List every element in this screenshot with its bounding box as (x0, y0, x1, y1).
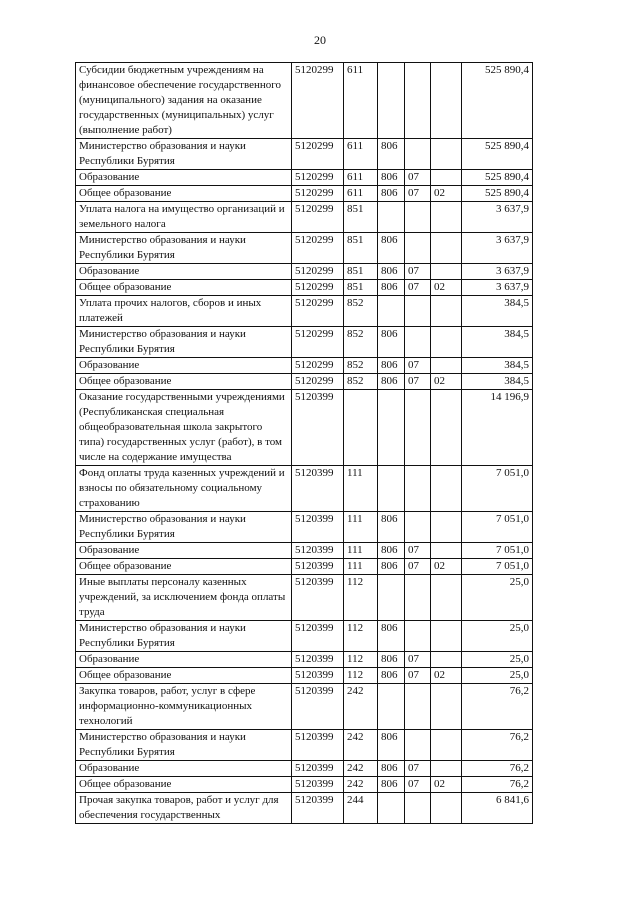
target-article-cell: 5120399 (292, 390, 344, 466)
amount-cell: 14 196,9 (462, 390, 533, 466)
target-article-cell: 5120399 (292, 466, 344, 512)
section-cell (405, 296, 431, 327)
ministry-code-cell: 806 (378, 374, 405, 390)
subsection-cell (431, 621, 462, 652)
subsection-cell (431, 139, 462, 170)
expense-type-cell: 852 (344, 374, 378, 390)
ministry-code-cell (378, 793, 405, 824)
ministry-code-cell: 806 (378, 139, 405, 170)
target-article-cell: 5120299 (292, 233, 344, 264)
expense-type-cell: 244 (344, 793, 378, 824)
subsection-cell (431, 202, 462, 233)
table-row (76, 575, 533, 621)
subsection-cell (431, 170, 462, 186)
amount-cell: 76,2 (462, 777, 533, 793)
table-row (76, 139, 533, 170)
target-article-cell: 5120299 (292, 202, 344, 233)
amount-cell: 7 051,0 (462, 512, 533, 543)
table-row (76, 202, 533, 233)
table-row (76, 761, 533, 777)
target-article-cell: 5120399 (292, 621, 344, 652)
expense-type-cell: 611 (344, 170, 378, 186)
section-cell: 07 (405, 170, 431, 186)
amount-cell: 525 890,4 (462, 139, 533, 170)
amount-cell: 25,0 (462, 575, 533, 621)
target-article-cell: 5120399 (292, 730, 344, 761)
expense-type-cell: 611 (344, 139, 378, 170)
ministry-code-cell: 806 (378, 761, 405, 777)
subsection-cell (431, 793, 462, 824)
table-row (76, 358, 533, 374)
page-number: 20 (314, 33, 326, 47)
expense-name-cell: Образование (76, 170, 292, 186)
subsection-cell (431, 652, 462, 668)
subsection-cell (431, 390, 462, 466)
table-row (76, 296, 533, 327)
table-row (76, 233, 533, 264)
ministry-code-cell (378, 296, 405, 327)
amount-cell: 525 890,4 (462, 63, 533, 139)
ministry-code-cell: 806 (378, 668, 405, 684)
expense-name-cell: Общее образование (76, 186, 292, 202)
subsection-cell (431, 296, 462, 327)
target-article-cell: 5120299 (292, 374, 344, 390)
subsection-cell: 02 (431, 186, 462, 202)
amount-cell: 76,2 (462, 761, 533, 777)
expense-type-cell: 111 (344, 543, 378, 559)
target-article-cell: 5120399 (292, 668, 344, 684)
amount-cell: 7 051,0 (462, 543, 533, 559)
ministry-code-cell (378, 390, 405, 466)
expense-name-cell: Оказание государственными учреждениями (Республиканская специальная общеобразовательная школа закрытого типа) государственных услуг (работ), в том числе на содержание имущества (76, 390, 292, 466)
expense-type-cell: 242 (344, 684, 378, 730)
section-cell: 07 (405, 358, 431, 374)
table-row (76, 777, 533, 793)
target-article-cell: 5120299 (292, 296, 344, 327)
ministry-code-cell: 806 (378, 264, 405, 280)
subsection-cell (431, 233, 462, 264)
amount-cell: 384,5 (462, 358, 533, 374)
amount-cell: 6 841,6 (462, 793, 533, 824)
expense-name-cell: Образование (76, 543, 292, 559)
ministry-code-cell: 806 (378, 559, 405, 575)
target-article-cell: 5120399 (292, 575, 344, 621)
ministry-code-cell (378, 575, 405, 621)
expense-type-cell: 611 (344, 63, 378, 139)
target-article-cell: 5120299 (292, 327, 344, 358)
section-cell (405, 793, 431, 824)
ministry-code-cell (378, 466, 405, 512)
ministry-code-cell: 806 (378, 543, 405, 559)
expense-type-cell: 111 (344, 512, 378, 543)
expense-name-cell: Образование (76, 761, 292, 777)
section-cell (405, 139, 431, 170)
section-cell: 07 (405, 186, 431, 202)
ministry-code-cell: 806 (378, 327, 405, 358)
section-cell (405, 575, 431, 621)
expense-type-cell: 851 (344, 233, 378, 264)
table-row (76, 793, 533, 824)
section-cell (405, 512, 431, 543)
section-cell: 07 (405, 543, 431, 559)
amount-cell: 3 637,9 (462, 264, 533, 280)
expense-name-cell: Общее образование (76, 668, 292, 684)
section-cell: 07 (405, 652, 431, 668)
section-cell: 07 (405, 777, 431, 793)
subsection-cell: 02 (431, 668, 462, 684)
section-cell (405, 327, 431, 358)
table-row (76, 730, 533, 761)
section-cell: 07 (405, 668, 431, 684)
target-article-cell: 5120399 (292, 559, 344, 575)
target-article-cell: 5120399 (292, 543, 344, 559)
expense-type-cell: 852 (344, 358, 378, 374)
expense-type-cell: 852 (344, 327, 378, 358)
expense-type-cell: 851 (344, 202, 378, 233)
section-cell (405, 202, 431, 233)
target-article-cell: 5120399 (292, 793, 344, 824)
expense-type-cell: 851 (344, 264, 378, 280)
expense-type-cell: 242 (344, 761, 378, 777)
section-cell (405, 233, 431, 264)
subsection-cell (431, 358, 462, 374)
target-article-cell: 5120399 (292, 761, 344, 777)
table-row (76, 63, 533, 139)
amount-cell: 384,5 (462, 374, 533, 390)
budget-table (75, 62, 533, 824)
subsection-cell (431, 761, 462, 777)
amount-cell: 76,2 (462, 730, 533, 761)
table-row (76, 652, 533, 668)
budget-table-body (76, 63, 533, 824)
section-cell (405, 390, 431, 466)
table-row (76, 170, 533, 186)
target-article-cell: 5120299 (292, 264, 344, 280)
subsection-cell: 02 (431, 777, 462, 793)
section-cell (405, 63, 431, 139)
ministry-code-cell: 806 (378, 186, 405, 202)
section-cell (405, 730, 431, 761)
table-row (76, 668, 533, 684)
expense-type-cell: 111 (344, 559, 378, 575)
subsection-cell (431, 63, 462, 139)
subsection-cell: 02 (431, 559, 462, 575)
subsection-cell (431, 512, 462, 543)
ministry-code-cell: 806 (378, 512, 405, 543)
subsection-cell (431, 264, 462, 280)
section-cell: 07 (405, 264, 431, 280)
ministry-code-cell: 806 (378, 621, 405, 652)
table-row (76, 327, 533, 358)
amount-cell: 3 637,9 (462, 233, 533, 264)
section-cell: 07 (405, 559, 431, 575)
section-cell: 07 (405, 374, 431, 390)
expense-type-cell: 852 (344, 296, 378, 327)
amount-cell: 7 051,0 (462, 559, 533, 575)
expense-type-cell: 242 (344, 730, 378, 761)
amount-cell: 25,0 (462, 652, 533, 668)
target-article-cell: 5120299 (292, 186, 344, 202)
section-cell (405, 621, 431, 652)
table-row (76, 466, 533, 512)
amount-cell: 3 637,9 (462, 280, 533, 296)
ministry-code-cell (378, 63, 405, 139)
target-article-cell: 5120399 (292, 684, 344, 730)
expense-type-cell: 611 (344, 186, 378, 202)
amount-cell: 384,5 (462, 327, 533, 358)
table-row (76, 543, 533, 559)
subsection-cell (431, 684, 462, 730)
amount-cell: 3 637,9 (462, 202, 533, 233)
expense-type-cell: 112 (344, 575, 378, 621)
target-article-cell: 5120299 (292, 280, 344, 296)
amount-cell: 384,5 (462, 296, 533, 327)
ministry-code-cell (378, 684, 405, 730)
amount-cell: 25,0 (462, 621, 533, 652)
amount-cell: 76,2 (462, 684, 533, 730)
expense-name-cell: Министерство образования и науки Республики Бурятия (76, 327, 292, 358)
expense-name-cell: Общее образование (76, 280, 292, 296)
ministry-code-cell: 806 (378, 777, 405, 793)
table-row (76, 264, 533, 280)
expense-name-cell: Прочая закупка товаров, работ и услуг для обеспечения государственных (76, 793, 292, 824)
section-cell (405, 466, 431, 512)
table-row (76, 512, 533, 543)
expense-type-cell: 851 (344, 280, 378, 296)
subsection-cell (431, 327, 462, 358)
subsection-cell (431, 730, 462, 761)
expense-name-cell: Общее образование (76, 777, 292, 793)
table-row (76, 186, 533, 202)
expense-type-cell: 242 (344, 777, 378, 793)
expense-name-cell: Образование (76, 358, 292, 374)
target-article-cell: 5120299 (292, 139, 344, 170)
amount-cell: 525 890,4 (462, 170, 533, 186)
expense-name-cell: Образование (76, 264, 292, 280)
target-article-cell: 5120399 (292, 652, 344, 668)
target-article-cell: 5120399 (292, 512, 344, 543)
table-row (76, 684, 533, 730)
ministry-code-cell: 806 (378, 170, 405, 186)
expense-name-cell: Субсидии бюджетным учреждениям на финансовое обеспечение государственного (муниципального) задания на оказание государственных (муниципальных) услуг (выполнение работ) (76, 63, 292, 139)
expense-name-cell: Общее образование (76, 559, 292, 575)
ministry-code-cell: 806 (378, 233, 405, 264)
expense-name-cell: Образование (76, 652, 292, 668)
amount-cell: 7 051,0 (462, 466, 533, 512)
section-cell (405, 684, 431, 730)
target-article-cell: 5120299 (292, 170, 344, 186)
table-row (76, 559, 533, 575)
expense-type-cell: 111 (344, 466, 378, 512)
expense-type-cell (344, 390, 378, 466)
expense-name-cell: Министерство образования и науки Республики Бурятия (76, 139, 292, 170)
subsection-cell (431, 575, 462, 621)
table-row (76, 280, 533, 296)
expense-name-cell: Уплата налога на имущество организаций и земельного налога (76, 202, 292, 233)
section-cell: 07 (405, 761, 431, 777)
section-cell: 07 (405, 280, 431, 296)
table-row (76, 390, 533, 466)
expense-name-cell: Закупка товаров, работ, услуг в сфере информационно-коммуникационных технологий (76, 684, 292, 730)
ministry-code-cell: 806 (378, 358, 405, 374)
expense-name-cell: Министерство образования и науки Республики Бурятия (76, 621, 292, 652)
amount-cell: 525 890,4 (462, 186, 533, 202)
ministry-code-cell (378, 202, 405, 233)
expense-name-cell: Фонд оплаты труда казенных учреждений и взносы по обязательному социальному страхованию (76, 466, 292, 512)
target-article-cell: 5120399 (292, 777, 344, 793)
expense-name-cell: Министерство образования и науки Республики Бурятия (76, 730, 292, 761)
table-row (76, 621, 533, 652)
table-row (76, 374, 533, 390)
amount-cell: 25,0 (462, 668, 533, 684)
subsection-cell: 02 (431, 280, 462, 296)
expense-name-cell: Министерство образования и науки Республики Бурятия (76, 512, 292, 543)
expense-type-cell: 112 (344, 621, 378, 652)
expense-name-cell: Министерство образования и науки Республики Бурятия (76, 233, 292, 264)
target-article-cell: 5120299 (292, 358, 344, 374)
expense-type-cell: 112 (344, 652, 378, 668)
subsection-cell (431, 543, 462, 559)
target-article-cell: 5120299 (292, 63, 344, 139)
expense-name-cell: Иные выплаты персоналу казенных учреждений, за исключением фонда оплаты труда (76, 575, 292, 621)
expense-name-cell: Общее образование (76, 374, 292, 390)
subsection-cell: 02 (431, 374, 462, 390)
subsection-cell (431, 466, 462, 512)
ministry-code-cell: 806 (378, 652, 405, 668)
expense-type-cell: 112 (344, 668, 378, 684)
expense-name-cell: Уплата прочих налогов, сборов и иных платежей (76, 296, 292, 327)
ministry-code-cell: 806 (378, 730, 405, 761)
ministry-code-cell: 806 (378, 280, 405, 296)
